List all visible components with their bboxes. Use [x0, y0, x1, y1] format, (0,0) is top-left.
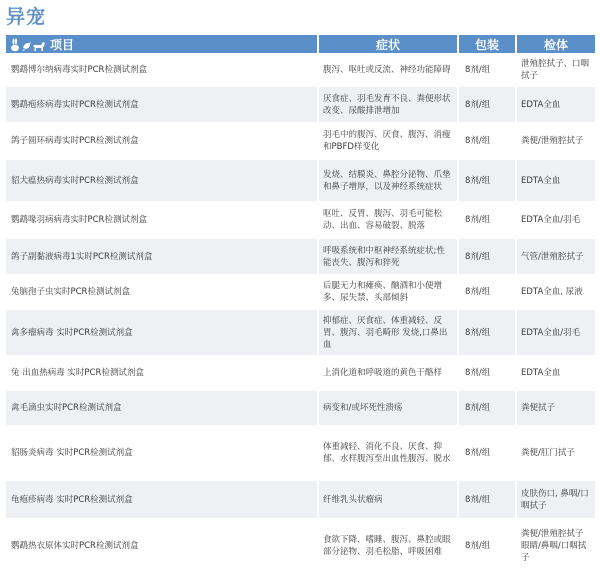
row-pack: 8剂/组	[458, 481, 516, 518]
row-name: 鸽子副黏液病毒1实时PCR检测试剂盒	[6, 239, 318, 274]
row-symptom: 病变和/或坏死性溃疡	[318, 391, 458, 425]
row-name: 禽毛滴虫实时PCR检测试剂盒	[6, 391, 318, 425]
row-pack: 8剂/组	[458, 239, 516, 274]
row-name: 鹦鹉热衣原体实时PCR检测试剂盒	[6, 518, 318, 574]
row-sample: EDTA全血, 尿液	[516, 274, 595, 310]
row-pack: 8剂/组	[458, 274, 516, 310]
row-symptom: 呼吸系统和中枢神经系统症状;性能丧失、腹泻和猝死	[318, 239, 458, 274]
row-sample: EDTA全血	[516, 160, 595, 201]
animal-icons	[10, 38, 46, 52]
row-pack: 8剂/组	[458, 53, 516, 87]
header-symptom: 症状	[318, 35, 458, 53]
table-row	[6, 201, 595, 239]
table-row	[6, 425, 595, 481]
table-row	[6, 274, 595, 310]
row-name: 貂肠炎病毒 实时PCR检测试剂盒	[6, 425, 318, 481]
table-header-row	[6, 35, 595, 53]
table-row	[6, 87, 595, 122]
row-pack: 8剂/组	[458, 391, 516, 425]
row-pack: 8剂/组	[458, 518, 516, 574]
row-name: 鹦鹉喙羽病病毒实时PCR检测试剂盒	[6, 201, 318, 239]
row-symptom: 呕吐、反胃、腹泻、羽毛可能松动、出血、容易破裂、脱落	[318, 201, 458, 239]
table-row	[6, 310, 595, 355]
table-row	[6, 518, 595, 574]
row-sample: 粪便/肛门拭子	[516, 425, 595, 481]
row-sample: 泄殖腔拭子、口咽拭子	[516, 53, 595, 87]
row-pack: 8剂/组	[458, 355, 516, 391]
row-symptom: 厌食症、羽毛发育不良、粪便形状改变、尿酸排泄增加	[318, 87, 458, 122]
row-name: 鹦鹉疱疹病毒实时PCR检测试剂盒	[6, 87, 318, 122]
row-symptom: 食欲下降、嗜睡、腹泻、鼻腔或眼部分泌物、羽毛松脂、呼吸困难	[318, 518, 458, 574]
table-row	[6, 122, 595, 160]
table-row	[6, 355, 595, 391]
header-sample: 检体	[516, 35, 595, 53]
row-symptom: 羽毛中的腹泻、厌食、腹泻、消瘦和PBFD样变化	[318, 122, 458, 160]
row-sample: 皮肤伤口, 鼻咽/口咽拭子	[516, 481, 595, 518]
row-symptom: 抑郁症、厌食症、体重减轻、反胃、腹泻、羽毛畸形 发烧,口鼻出血	[318, 310, 458, 355]
row-pack: 8剂/组	[458, 87, 516, 122]
row-symptom: 体重减轻、消化不良、厌食、抑郁、水样腹泻至出血性腹泻、脱水	[318, 425, 458, 481]
rabbit-icon	[11, 38, 19, 51]
row-name: 鹦鹉博尔纳病毒实时PCR检测试剂盒	[6, 53, 318, 87]
table-row	[6, 160, 595, 201]
row-pack: 8剂/组	[458, 310, 516, 355]
table-row	[6, 391, 595, 425]
row-pack: 8剂/组	[458, 201, 516, 239]
row-sample: 粪便拭子	[516, 391, 595, 425]
row-symptom: 发烧、结膜炎、鼻腔分泌物、爪垫和鼻子增厚，以及神经系统症状	[318, 160, 458, 201]
row-sample: 气管/泄殖腔拭子	[516, 239, 595, 274]
row-sample: EDTA全血/羽毛	[516, 310, 595, 355]
row-name: 禽多瘤病毒 实时PCR检测试剂盒	[6, 310, 318, 355]
header-pack: 包装	[458, 35, 516, 53]
row-symptom: 纤维乳头状瘤病	[318, 481, 458, 518]
bird-icon	[22, 42, 31, 51]
row-pack: 8剂/组	[458, 425, 516, 481]
row-symptom: 后腿无力和瘫痪、酗酒和小便增多、尿失禁、头部倾斜	[318, 274, 458, 310]
row-name: 鸽子圆环病毒实时PCR检测试剂盒	[6, 122, 318, 160]
table-row	[6, 53, 595, 87]
row-symptom: 腹泻、呕吐或反流、神经功能障碍	[318, 53, 458, 87]
header-item-label: 项目	[50, 37, 75, 52]
row-name: 兔 出血热病毒 实时PCR检测试剂盒	[6, 355, 318, 391]
table-row	[6, 481, 595, 518]
row-pack: 8剂/组	[458, 122, 516, 160]
row-sample: 粪便/泄殖腔拭子眼睛/鼻咽/口咽拭子	[516, 518, 595, 574]
product-table	[6, 35, 595, 574]
table-row	[6, 239, 595, 274]
row-sample: 粪便/泄殖腔拭子	[516, 122, 595, 160]
row-name: 龟疱疹病毒 实时PCR检测试剂盒	[6, 481, 318, 518]
row-name: 貂犬瘟热病毒实时PCR检测试剂盒	[6, 160, 318, 201]
row-pack: 8剂/组	[458, 160, 516, 201]
header-item	[6, 35, 318, 53]
page-title: 异宠	[6, 6, 47, 28]
dog-icon	[33, 42, 45, 51]
row-name: 兔脑孢子虫实时PCR检测试剂盒	[6, 274, 318, 310]
row-sample: EDTA全血/羽毛	[516, 201, 595, 239]
row-sample: EDTA全血	[516, 355, 595, 391]
row-symptom: 上消化道和呼吸道的黄色干酪样	[318, 355, 458, 391]
row-sample: EDTA全血	[516, 87, 595, 122]
